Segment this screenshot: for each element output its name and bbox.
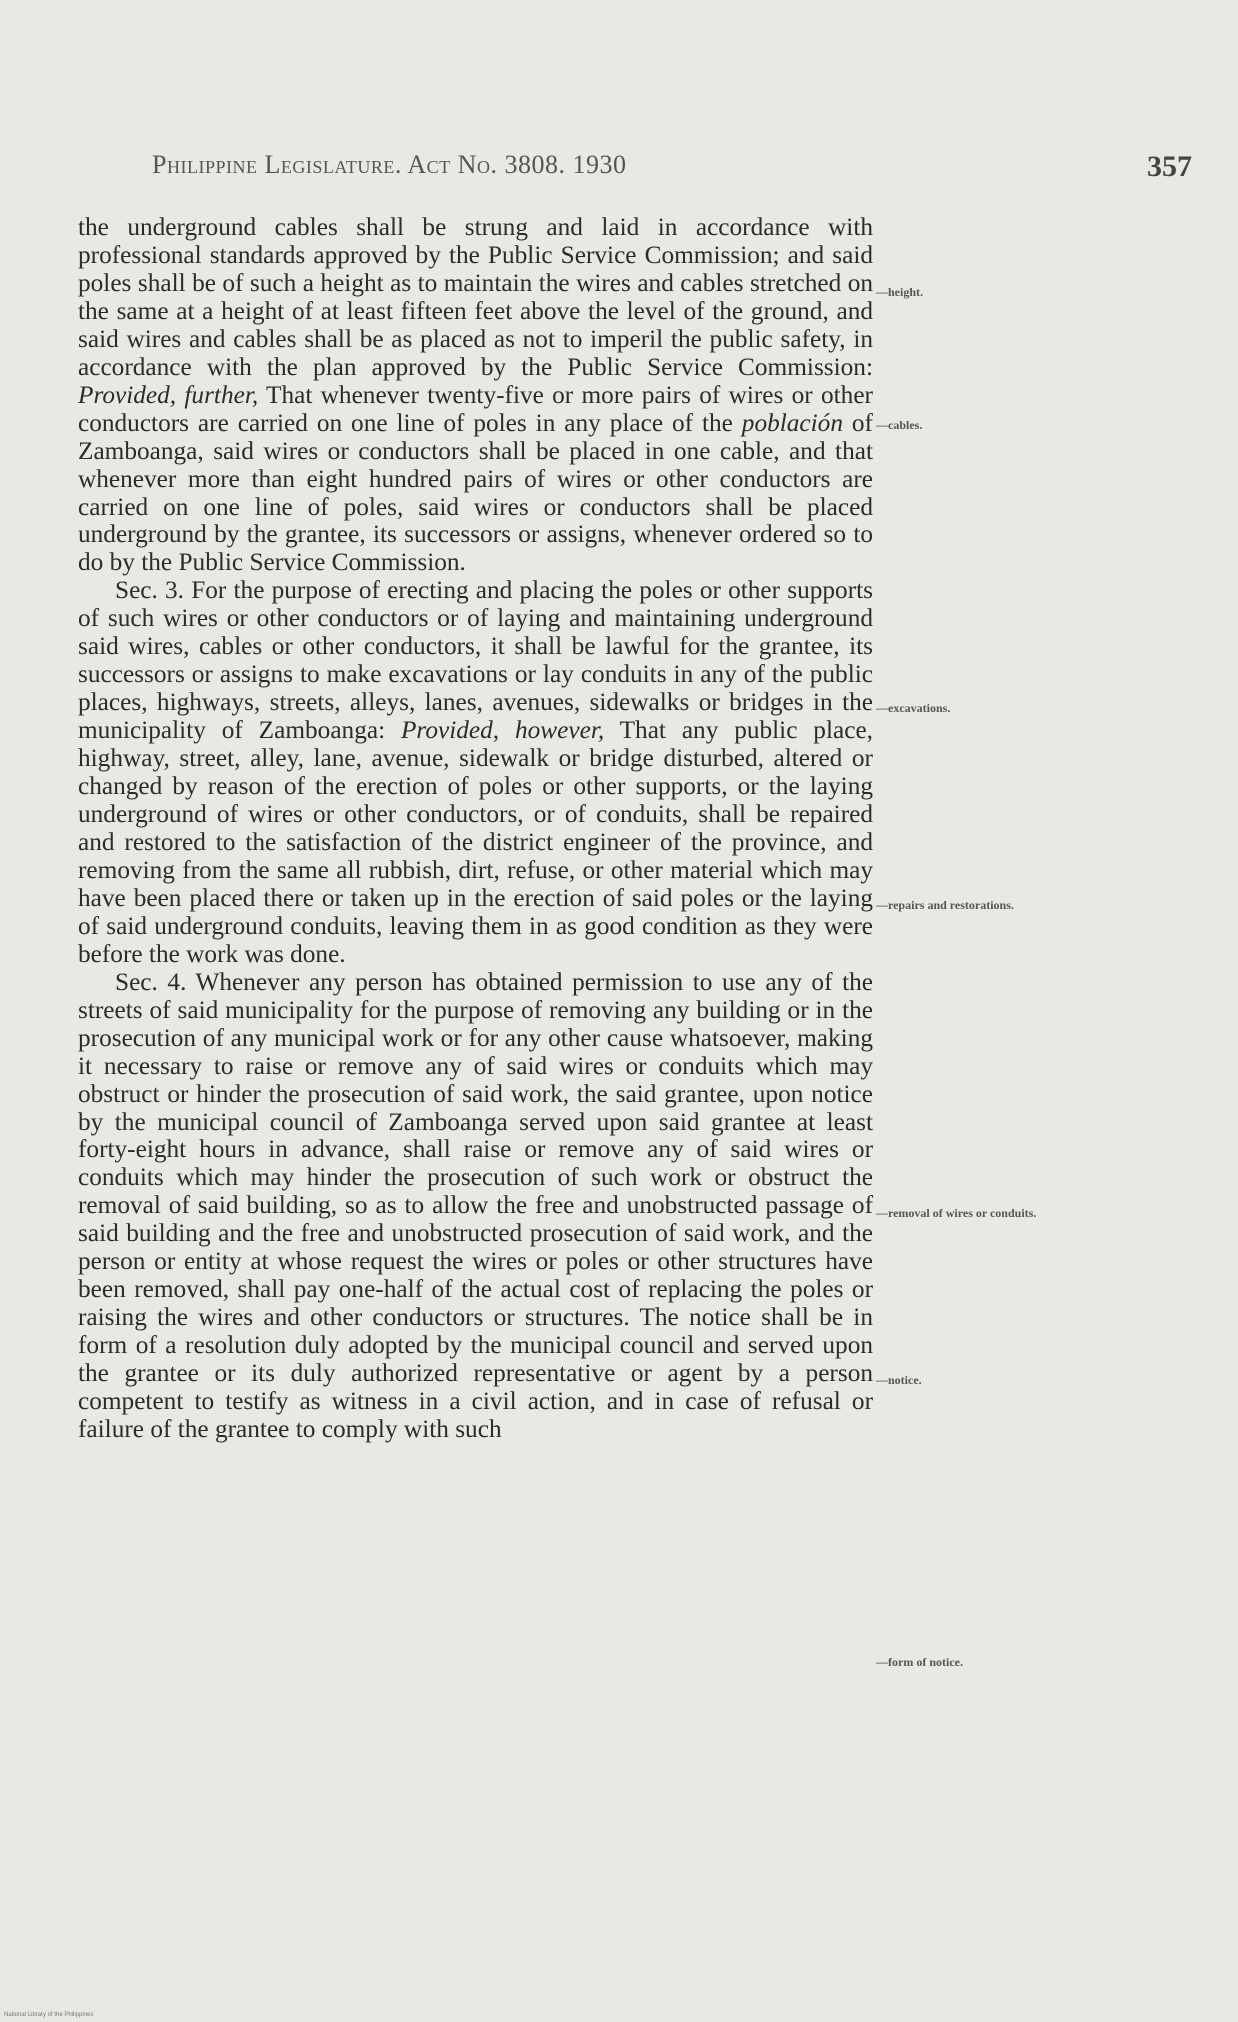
margin-note-notice: —notice. xyxy=(876,1373,922,1387)
page-number: 357 xyxy=(1147,150,1192,183)
page-header xyxy=(152,150,1192,190)
margin-note-cables: —cables. xyxy=(876,418,923,432)
footer-credit: National Library of the Philippines xyxy=(4,2012,94,2018)
margin-note-excavations: —excavations. xyxy=(876,701,951,715)
body-text xyxy=(78,214,873,1444)
running-head: Philippine Legislature. Act No. 3808. 1930 xyxy=(152,150,627,179)
section-4: Sec. 4. Whenever any person has obtained permission to use any of the streets of said municipality for the purpose of removing any building or in the prosecution of any municipal work or for any other cause whatsoever, making it necessary to raise or remove any of said wires or conduits which may obstruct or hinder the prosecution of said work, the said grantee, upon notice by the municipal council of Zamboanga served upon said grantee at least forty-eight hours in advance, shall raise or remove any of said wires or conduits which may hinder the prosecution of such work or obstruct the removal of said building, so as to allow the free and unobstructed passage of said building and the free and unobstructed prosecution of said work, and the person or entity at whose request the wires or poles or other structures have been removed, shall pay one-half of the actual cost of replacing the poles or raising the wires and other conductors or structures. The notice shall be in form of a resolution duly adopted by the municipal council and served upon the grantee or its duly authorized representative or agent by a person competent to testify as witness in a civil action, and in case of refusal or failure of the grantee to comply with such xyxy=(78,967,873,1443)
margin-note-form-of-notice: —form of notice. xyxy=(876,1655,963,1669)
paragraph-continued: the underground cables shall be strung and laid in accordance with professional standards approved by the Public Service Commission; and said poles shall be of such a height as to maintain the wires and cables stretched on the same at a height of at least fifteen feet above the level of the ground, and said wires and cables shall be as placed as not to imperil the public safety, in accordance with the plan approved by the Public Service Commission: Provided, further, That whenever twenty-five or more pairs of wires or other conductors are carried on one line of poles in any place of the población of Zamboanga, said wires or conductors shall be placed in one cable, and that whenever more than eight hundred pairs of wires or other conductors are carried on one line of poles, said wires or conductors shall be placed underground by the grantee, its successors or assigns, whenever ordered so to do by the Public Service Commission. xyxy=(78,213,873,577)
margin-note-removal: —removal of wires or conduits. xyxy=(876,1206,1037,1220)
margin-note-height: —height. xyxy=(876,285,924,299)
margin-note-repairs: —repairs and restorations. xyxy=(876,898,1014,912)
section-3: Sec. 3. For the purpose of erecting and placing the poles or other supports of such wires or other conductors or of laying and maintaining underground said wires, cables or other conductors, it shall be lawful for the grantee, its successors or assigns to make excavations or lay conduits in any of the public places, highways, streets, alleys, lanes, avenues, sidewalks or bridges in the municipality of Zamboanga: Provided, however, That any public place, highway, street, alley, lane, avenue, sidewalk or bridge disturbed, altered or changed by reason of the erection of poles or other supports, or the laying underground of wires or other conductors, or of conduits, shall be repaired and restored to the satisfaction of the district engineer of the province, and removing from the same all rubbish, dirt, refuse, or other material which may have been placed there or taken up in the erection of said poles or the laying of said underground conduits, leaving them in as good condition as they were before the work was done. xyxy=(78,576,873,968)
